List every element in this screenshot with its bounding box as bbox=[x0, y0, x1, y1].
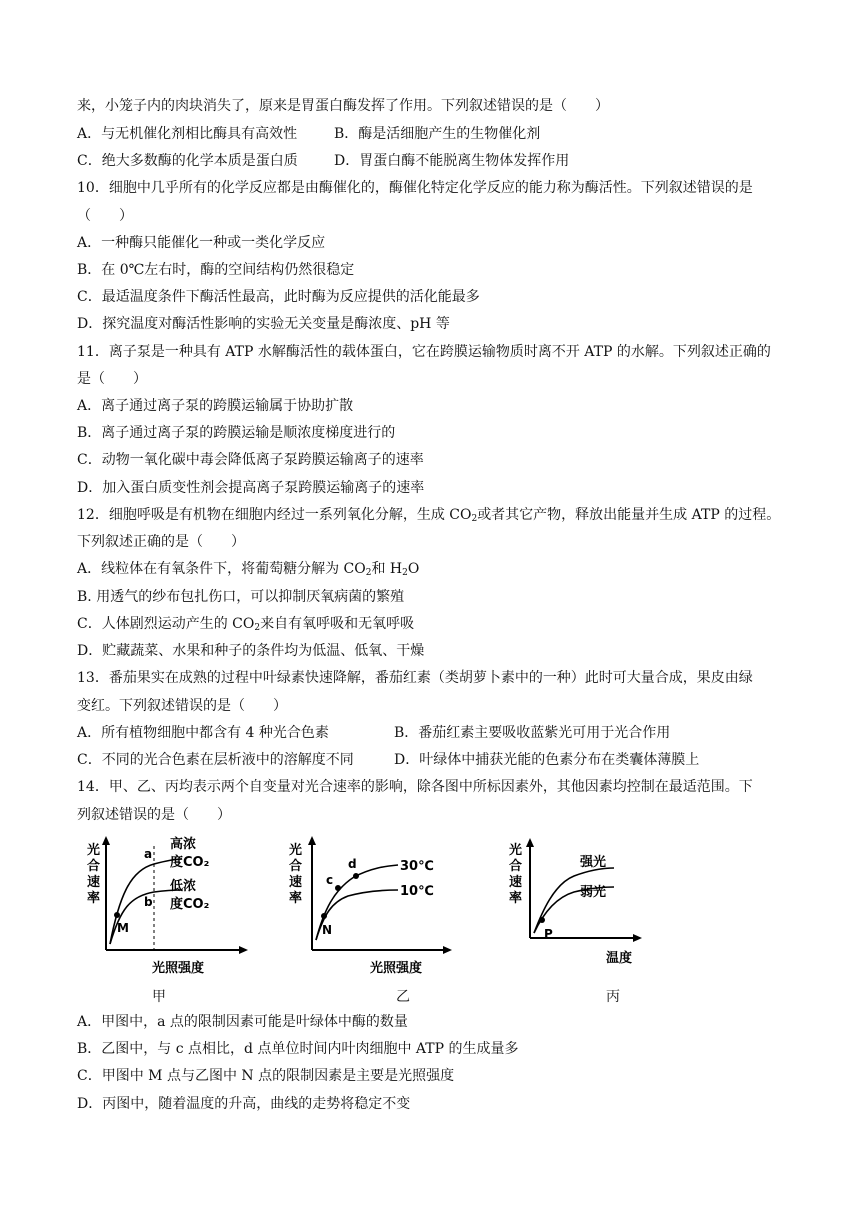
jia-ylabel-1: 光 bbox=[87, 843, 101, 858]
yi-label-n: N bbox=[322, 923, 333, 937]
jia-xlabel: 光照强度 bbox=[152, 961, 205, 976]
jia-label-b: b bbox=[144, 895, 153, 909]
q9-option-d: D．胃蛋白酶不能脱离生物体发挥作用 bbox=[334, 153, 570, 169]
q11-option-c: C．动物一氧化碳中毒会降低离子泵跨膜运输离子的速率 bbox=[77, 452, 424, 468]
jia-label-m: M bbox=[117, 921, 129, 935]
q12-option-a: A．线粒体在有氧条件下，将葡萄糖分解为 $CO_2$和 $H_2O$ bbox=[77, 561, 420, 578]
q12-option-d: D．贮藏蔬菜、水果和种子的条件均为低温、低氧、干燥 bbox=[77, 643, 425, 659]
bing-ylabel-4: 率 bbox=[509, 891, 523, 906]
jia-low-label-2: 度CO₂ bbox=[170, 897, 210, 912]
jia-ylabel-2: 合 bbox=[87, 859, 101, 874]
q11-stem: 11．离子泵是一种具有 ATP 水解酶活性的载体蛋白，它在跨膜运输物质时离不开 ATP 的水解。下列叙述正确的 bbox=[77, 344, 771, 360]
jia-high-label-2: 度CO₂ bbox=[170, 855, 210, 870]
figure-caption-bing: 丙 bbox=[606, 989, 620, 1005]
q14-stem-2: 列叙述错误的是（ ） bbox=[77, 807, 231, 823]
jia-low-label-1: 低浓 bbox=[170, 879, 197, 894]
q11-paren: 是（ ） bbox=[77, 371, 147, 387]
q10-option-c: C．最适温度条件下酶活性最高，此时酶为反应提供的活化能最多 bbox=[77, 289, 480, 305]
figure-caption-yi: 乙 bbox=[396, 989, 410, 1005]
q11-option-a: A．离子通过离子泵的跨膜运输属于协助扩散 bbox=[77, 398, 354, 414]
q13-option-a: A．所有植物细胞中都含有 4 种光合色素 bbox=[77, 725, 329, 741]
q12-stem-2: 下列叙述正确的是（ ） bbox=[77, 534, 245, 550]
figure-caption-jia: 甲 bbox=[152, 989, 166, 1005]
q11-option-d: D．加入蛋白质变性剂会提高离子泵跨膜运输离子的速率 bbox=[77, 480, 425, 496]
q13-option-b: B．番茄红素主要吸收蓝紫光可用于光合作用 bbox=[394, 725, 671, 741]
q14-option-d: D．丙图中，随着温度的升高，曲线的走势将稳定不变 bbox=[77, 1096, 411, 1112]
bing-point-p bbox=[539, 917, 545, 923]
bing-x-arrow bbox=[633, 934, 642, 942]
q10-option-a: A．一种酶只能催化一种或一类化学反应 bbox=[77, 235, 326, 251]
bing-ylabel-1: 光 bbox=[509, 843, 523, 858]
yi-10c-label: 10℃ bbox=[400, 884, 434, 899]
q10-option-d: D．探究温度对酶活性影响的实验无关变量是酶浓度、pH 等 bbox=[77, 316, 450, 332]
q13-stem: 13．番茄果实在成熟的过程中叶绿素快速降解，番茄红素（类胡萝卜素中的一种）此时可大量合成，果皮由绿 bbox=[77, 670, 753, 686]
bing-ylabel-3: 速 bbox=[509, 875, 523, 890]
yi-point-c bbox=[335, 885, 341, 891]
q9-option-b: B．酶是活细胞产生的生物催化剂 bbox=[334, 126, 541, 142]
jia-point-m bbox=[114, 912, 120, 918]
yi-point-n bbox=[321, 913, 327, 919]
q12-option-b: B. 用透气的纱布包扎伤口，可以抑制厌氧病菌的繁殖 bbox=[77, 589, 405, 605]
q13-option-c: C．不同的光合色素在层析液中的溶解度不同 bbox=[77, 752, 354, 768]
jia-y-arrow bbox=[102, 836, 110, 845]
q14-stem: 14．甲、乙、丙均表示两个自变量对光合速率的影响，除各图中所标因素外，其他因素均控制在最适范围。下 bbox=[77, 779, 753, 795]
yi-label-d: d bbox=[348, 857, 357, 871]
yi-point-d bbox=[353, 873, 359, 879]
bing-strong-curve bbox=[534, 868, 614, 933]
q12-stem: 12．细胞呼吸是有机物在细胞内经过一系列氧化分解，生成 $CO_2$或者其它产物，释放出能量并生成 ATP 的过程。 bbox=[77, 507, 781, 524]
q9-stem-end: 来，小笼子内的肉块消失了，原来是胃蛋白酶发挥了作用。下列叙述错误的是（ ） bbox=[77, 98, 609, 114]
bing-label-p: P bbox=[544, 927, 553, 941]
jia-label-a: a bbox=[144, 847, 153, 861]
figure-jia bbox=[84, 832, 264, 982]
q9-option-c: C．绝大多数酶的化学本质是蛋白质 bbox=[77, 153, 298, 169]
jia-x-arrow bbox=[239, 946, 248, 954]
q14-option-c: C．甲图中 M 点与乙图中 N 点的限制因素是主要是光照强度 bbox=[77, 1068, 455, 1084]
q10-stem: 10．细胞中几乎所有的化学反应都是由酶催化的，酶催化特定化学反应的能力称为酶活性。下列叙述错误的是 bbox=[77, 180, 753, 196]
q13-stem-2: 变红。下列叙述错误的是（ ） bbox=[77, 698, 287, 714]
q14-figures bbox=[0, 832, 860, 1012]
yi-x-arrow bbox=[443, 946, 452, 954]
bing-ylabel-2: 合 bbox=[509, 859, 523, 874]
q12-option-c: C．人体剧烈运动产生的 $CO_2$来自有氧呼吸和无氧呼吸 bbox=[77, 616, 415, 633]
bing-weak-label: 弱光 bbox=[580, 885, 607, 900]
q14-option-a: A．甲图中，a 点的限制因素可能是叶绿体中酶的数量 bbox=[77, 1014, 408, 1030]
yi-ylabel-2: 合 bbox=[289, 859, 303, 874]
q11-option-b: B．离子通过离子泵的跨膜运输是顺浓度梯度进行的 bbox=[77, 425, 396, 441]
yi-ylabel-3: 速 bbox=[289, 875, 303, 890]
q14-option-b: B．乙图中，与 c 点相比，d 点单位时间内叶肉细胞中 ATP 的生成量多 bbox=[77, 1041, 519, 1057]
jia-ylabel-4: 率 bbox=[87, 891, 101, 906]
yi-label-c: c bbox=[326, 873, 334, 887]
jia-high-label-1: 高浓 bbox=[170, 837, 197, 852]
bing-y-arrow bbox=[526, 838, 534, 847]
yi-y-arrow bbox=[308, 836, 316, 845]
bing-xlabel: 温度 bbox=[606, 951, 633, 966]
figure-bing bbox=[508, 832, 658, 982]
bing-strong-label: 强光 bbox=[580, 855, 607, 870]
yi-ylabel-4: 率 bbox=[289, 891, 303, 906]
q10-paren: （ ） bbox=[77, 208, 133, 224]
figure-yi bbox=[286, 832, 466, 982]
q13-option-d: D．叶绿体中捕获光能的色素分布在类囊体薄膜上 bbox=[394, 752, 700, 768]
yi-ylabel-1: 光 bbox=[289, 843, 303, 858]
q10-option-b: B．在 0℃左右时，酶的空间结构仍然很稳定 bbox=[77, 262, 355, 278]
jia-ylabel-3: 速 bbox=[87, 875, 101, 890]
yi-30c-label: 30℃ bbox=[400, 859, 434, 874]
yi-xlabel: 光照强度 bbox=[370, 961, 423, 976]
q9-option-a: A．与无机催化剂相比酶具有高效性 bbox=[77, 126, 298, 142]
